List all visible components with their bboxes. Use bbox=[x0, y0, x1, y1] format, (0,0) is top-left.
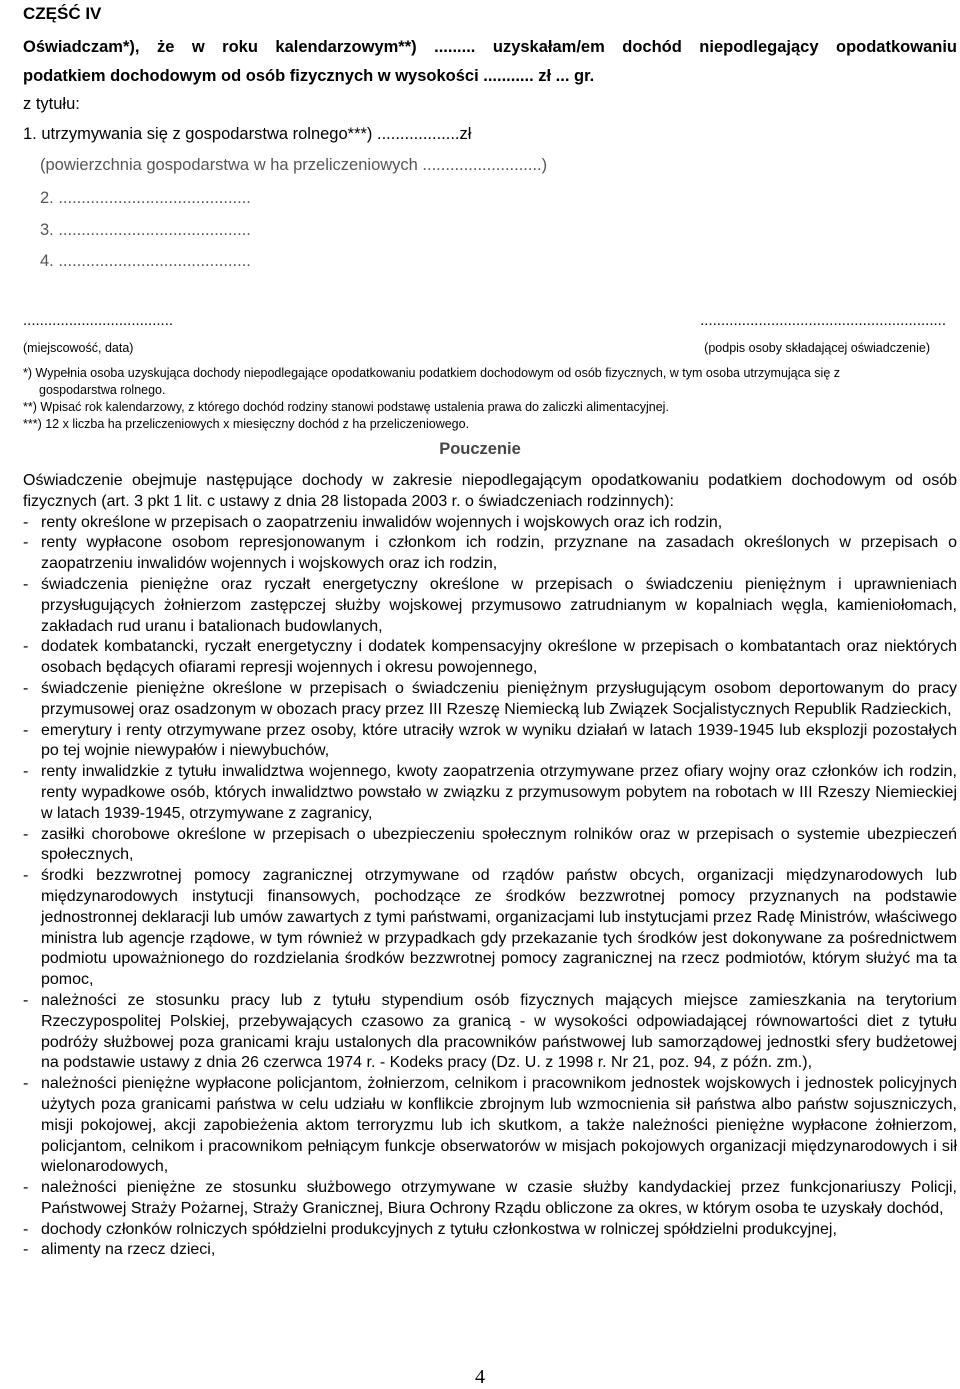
list-item: - emerytury i renty otrzymywane przez osoby, które utraciły wzrok w wyniku działań w latach 1939-1945 lub eksplozji pozostałych po tej wojnie niewypałów i niewybuchów, bbox=[23, 721, 957, 763]
declaration-statement bbox=[23, 33, 957, 91]
place-date-label: (miejscowość, data) bbox=[23, 341, 134, 355]
list-item: - świadczenie pieniężne określone w przepisach o świadczeniu pieniężnym przysługującym osobom deportowanym do pracy przymusowej oraz osadzonym w obozach pracy przez III Rzeszę Niemiecką lub Związek Socjalistycznych Republik Radzieckich, bbox=[23, 679, 957, 721]
list-item: - świadczenia pieniężne oraz ryczałt energetyczny określone w przepisach o świadczeniu pieniężnym i uprawnieniach przysługujących żołnierzom zastępczej służby wojskowej przymusowo zatrudnianym w kopalniach węgla, kamieniołomach, zakładach rud uranu i batalionach budowlanych, bbox=[23, 575, 957, 637]
footnote-3: ***) 12 x liczba ha przeliczeniowych x miesięczny dochód z ha przeliczeniowego. bbox=[23, 417, 470, 431]
income-source-item-3: 3. .......................................... bbox=[40, 221, 251, 239]
footnote-2: **) Wpisać rok kalendarzowy, z którego dochód rodziny stanowi podstawę ustalenia prawa do zaliczki alimentacyjnej. bbox=[23, 400, 669, 414]
declaration-line-2: podatkiem dochodowym od osób fizycznych w wysokości ........... zł ... gr. bbox=[23, 67, 595, 85]
income-source-item-2: 2. .......................................... bbox=[40, 189, 251, 207]
list-item: - dodatek kombatancki, ryczałt energetyczny i dodatek kompensacyjny określone w przepisach o kombatantach oraz niektórych osobach będących ofiarami represji wojennych i okresu powojennego, bbox=[23, 637, 957, 679]
list-item: - dochody członków rolniczych spółdzielni produkcyjnych z tytułu członkostwa w rolniczej spółdzielni produkcyjnej, bbox=[23, 1220, 957, 1241]
signature-label: (podpis osoby składającej oświadczenie) bbox=[704, 341, 930, 355]
instructions-title: Pouczenie bbox=[439, 440, 521, 458]
list-item: - środki bezzwrotnej pomocy zagranicznej otrzymywane od rządów państw obcych, organizacji międzynarodowych lub międzynarodowych instytucji finansowych, pochodzące ze środków bezzwrotnej pomocy przyznanych na podstawie jednostronnej deklaracji lub umów zawartych z tymi państwami, organizacjami lub instytucjami przez Radę Ministrów, właściwego ministra lub agencje rządowe, w tym również w przypadkach gdy przekazanie tych środków jest dokonywane za pośrednictwem podmiotu upoważnionego do rozdzielania środków bezzwrotnej pomocy zagranicznej na rzecz podmiotów, którym służyć ma ta pomoc, bbox=[23, 866, 957, 991]
income-source-item-1: 1. utrzymywania się z gospodarstwa rolnego***) ..................zł bbox=[23, 125, 472, 143]
farm-area-note: (powierzchnia gospodarstwa w ha przeliczeniowych ..........................) bbox=[40, 156, 548, 174]
list-item: - należności ze stosunku pracy lub z tytułu stypendium osób fizycznych mających miejsce zamieszkania na terytorium Rzeczypospolitej Polskiej, przebywających czasowo za granicą - w wysokości odpowiadającej równowartości diet z tytułu podróży służbowej poza granicami kraju ustalonych dla pracowników państwowej lub samorządowej jednostki sfery budżetowej na podstawie ustawy z dnia 26 czerwca 1974 r. - Kodeks pracy (Dz. U. z 1998 r. Nr 21, poz. 94, z późn. zm.), bbox=[23, 991, 957, 1074]
list-item: - należności pieniężne ze stosunku służbowego otrzymywane w czasie służby kandydackiej przez funkcjonariuszy Policji, Państwowej Straży Pożarnej, Straży Granicznej, Biura Ochrony Rządu obliczone za okres, w którym osoba te uzyskały dochód, bbox=[23, 1178, 957, 1220]
list-item: - renty wypłacone osobom represjonowanym i członkom ich rodzin, przyznane na zasadach określonych w przepisach o zaopatrzeniu inwalidów wojennych i wojskowych oraz ich rodzin, bbox=[23, 533, 957, 575]
income-source-label: z tytułu: bbox=[23, 95, 80, 113]
page-number: 4 bbox=[475, 1366, 485, 1388]
instructions-lead: Oświadczenie obejmuje następujące dochody w zakresie niepodlegającym opodatkowaniu podatkiem dochodowym od osób fizycznych (art. 3 pkt 1 lit. c ustawy z dnia 28 listopada 2003 r. o świadczeniach rodzinnych): bbox=[23, 472, 957, 510]
footnote-1: *) Wypełnia osoba uzyskująca dochody niepodlegające opodatkowaniu podatkiem dochodowym od osób fizycznych, w tym osoba utrzymująca się z bbox=[23, 366, 841, 380]
signature-field: ........................................................... bbox=[700, 312, 946, 329]
list-item: - alimenty na rzecz dzieci, bbox=[23, 1240, 957, 1261]
income-types-list bbox=[23, 513, 957, 1262]
instructions-body bbox=[23, 471, 957, 1261]
footnote-1-continued: gospodarstwa rolnego. bbox=[39, 383, 166, 397]
section-heading: CZĘŚĆ IV bbox=[23, 4, 102, 23]
footnotes bbox=[23, 365, 957, 433]
list-item: - renty inwalidzkie z tytułu inwalidztwa wojennego, kwoty zaopatrzenia otrzymywane przez ofiary wojny oraz członków ich rodzin, renty wypadkowe osób, których inwalidztwo powstało w związku z przymusowym pobytem na robotach w III Rzeszy Niemieckiej w latach 1939-1945, otrzymywane z zagranicy, bbox=[23, 762, 957, 824]
list-item: - należności pieniężne wypłacone policjantom, żołnierzom, celnikom i pracownikom jednostek wojskowych i jednostek policyjnych użytych poza granicami państwa w celu udziału w konflikcie zbrojnym lub wzmocnienia sił państwa albo państw sojuszniczych, misji pokojowej, akcji zapobieżenia aktom terroryzmu lub ich skutkom, a także należności pieniężne wypłacone żołnierzom, policjantom, celnikom i pracownikom pełniącym funkcje obserwatorów w misjach pokojowych organizacji międzynarodowych i sił wielonarodowych, bbox=[23, 1074, 957, 1178]
place-date-field: .................................... bbox=[23, 312, 174, 329]
list-item: - zasiłki chorobowe określone w przepisach o ubezpieczeniu społecznym rolników oraz w przepisach o systemie ubezpieczeń społecznych, bbox=[23, 825, 957, 867]
income-source-item-4: 4. .......................................... bbox=[40, 252, 251, 270]
declaration-line-1: Oświadczam*), że w roku kalendarzowym**) ......... uzyskałam/em dochód niepodlegający opodatkowaniu bbox=[23, 38, 957, 56]
list-item: - renty określone w przepisach o zaopatrzeniu inwalidów wojennych i wojskowych oraz ich rodzin, bbox=[23, 513, 957, 534]
